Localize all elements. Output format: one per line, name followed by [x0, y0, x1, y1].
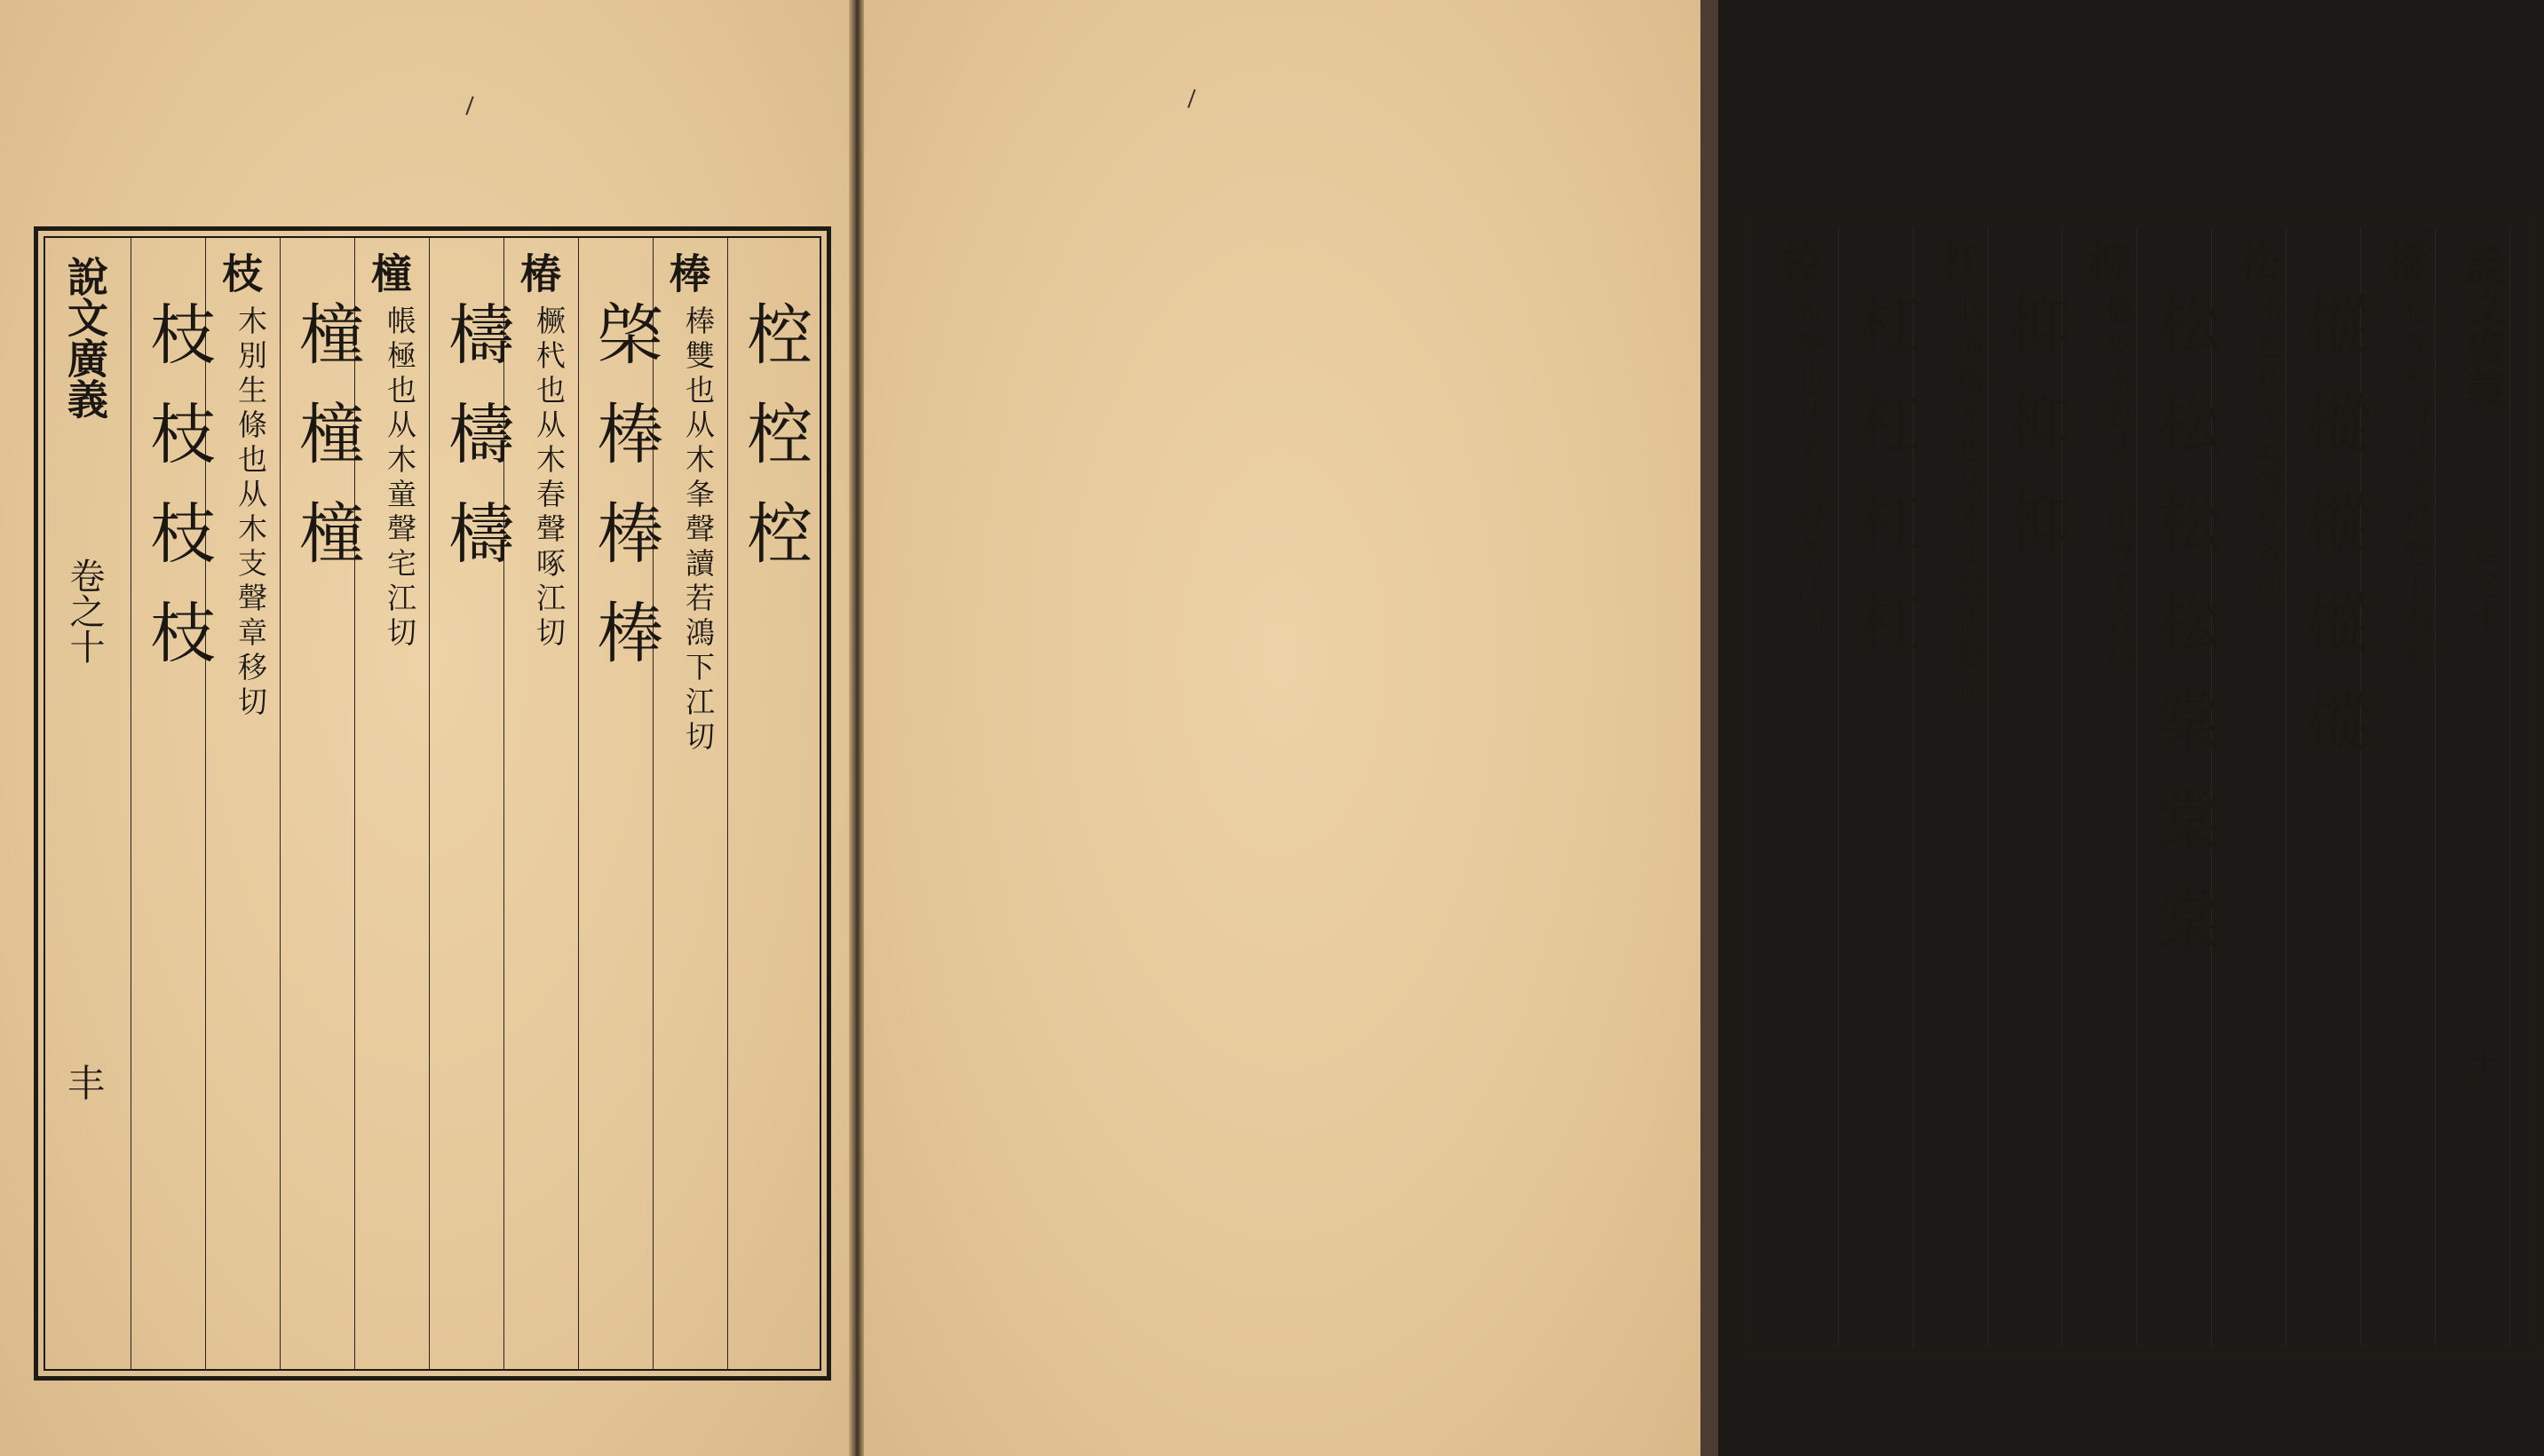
- spine-title: 說文廣義: [2460, 245, 2508, 408]
- column-rule: [2435, 227, 2436, 1346]
- entry-headword: 橦: [365, 252, 413, 293]
- column-rule: [2136, 227, 2137, 1346]
- entry-headword: 柳: [2083, 241, 2131, 282]
- column-rule: [429, 238, 430, 1369]
- seal-variants: 杠杠杠杠: [1847, 289, 1923, 687]
- spine-title: 說文廣義: [61, 256, 109, 419]
- paper-speck: [465, 96, 473, 115]
- seal-variants: 檮檮檮: [438, 300, 514, 598]
- entry-headword: 松: [2232, 241, 2280, 282]
- entry-gloss: 松葉柏身从木從聲七恭切: [2399, 295, 2434, 676]
- column-rule: [1838, 227, 1839, 1346]
- column-rule: [2509, 227, 2510, 1346]
- seal-variants: 枊枊枊: [1996, 289, 2072, 588]
- seal-variants: 枝枝枝枝: [139, 300, 216, 698]
- entry-headword: 枝: [216, 252, 264, 293]
- entry-headword: 椿: [514, 252, 562, 293]
- entry-headword: 樅: [2382, 241, 2429, 282]
- right-page: [864, 0, 2508, 1456]
- seal-variants: 橦橦橦: [289, 300, 365, 598]
- entry-gloss: 帳極也从木童聲宅江切: [383, 305, 417, 652]
- column-rule: [1987, 227, 1988, 1346]
- entry-gloss: 棒雙也从木夆聲讀若鴻下江切: [681, 305, 716, 756]
- seal-variants: 棨棒棒棒: [587, 300, 663, 698]
- left-page: [0, 0, 849, 1456]
- entry-gloss: 牀前横木也从木工聲古雙切: [1952, 295, 1986, 710]
- spine-page-number: 丰: [62, 1064, 106, 1101]
- column-rule: [578, 238, 579, 1369]
- book-gutter: [849, 0, 864, 1456]
- paper-speck: [1187, 89, 1195, 107]
- column-rule: [280, 238, 281, 1369]
- spine-page-number: 土: [2461, 1044, 2504, 1081]
- column-rule: [727, 238, 728, 1369]
- right-page-frame: [1741, 216, 2544, 1357]
- left-page-frame: [34, 226, 831, 1381]
- entry-headword: 椌: [1774, 241, 1822, 282]
- entry-headword: 杠: [1934, 241, 1982, 282]
- right-book-edge: [1700, 0, 1718, 1456]
- right-page-inner-frame: [1751, 226, 2534, 1348]
- entry-headword: 棒: [663, 252, 711, 293]
- entry-gloss: 木也从木公聲祥容切: [2250, 295, 2285, 606]
- spine-volume: 卷之十: [64, 558, 105, 664]
- entry-gloss: 橛杙也从木春聲啄江切: [532, 305, 567, 652]
- entry-gloss: 木別生條也从木支聲章移切: [234, 305, 268, 721]
- spine-volume: 卷之十: [2462, 529, 2503, 636]
- entry-gloss: 欘椐木也从木卬聲渠容切: [2101, 295, 2136, 676]
- seal-variants: 樅樅樅樅樅: [2294, 289, 2371, 787]
- left-page-inner-frame: [44, 236, 821, 1371]
- seal-variants: 椌椌椌: [736, 300, 812, 598]
- entry-gloss: 柷樂也从木空聲苦江切: [1792, 295, 1827, 641]
- seal-variants: 松松松松棠棠棠: [2145, 289, 2222, 985]
